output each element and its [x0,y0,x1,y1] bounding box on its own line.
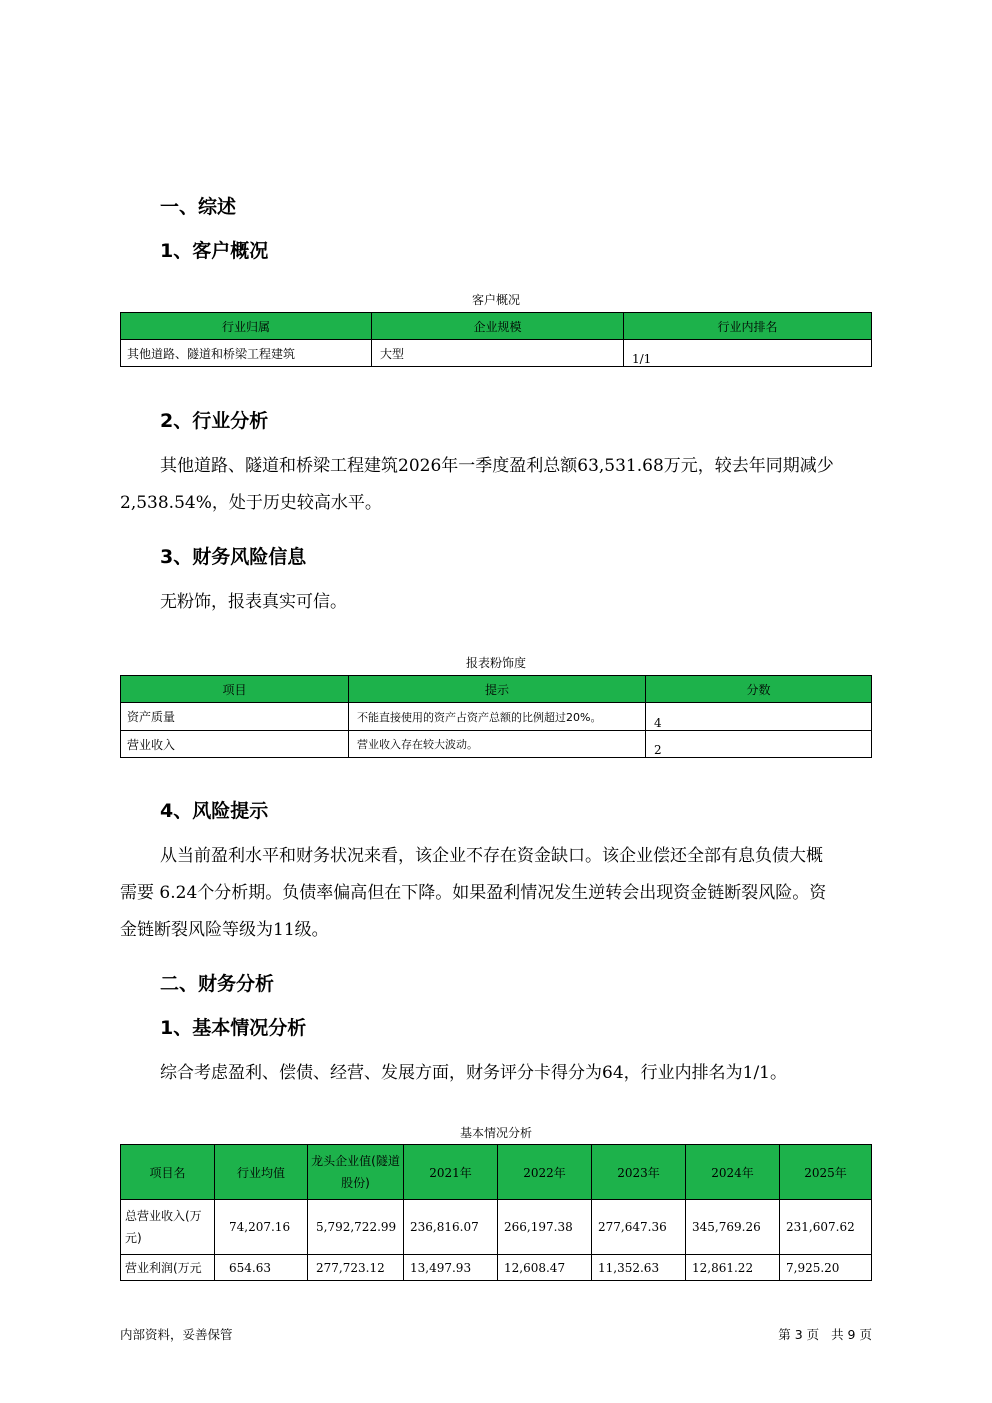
table-caption: 基本情况分析 [459,1126,532,1140]
table-row [121,703,872,731]
table-row [121,1200,872,1255]
customer-overview-table [120,312,872,367]
table-cell: 2 [646,731,872,758]
table-row [121,1255,872,1281]
table-cell: 12,861.22 [686,1255,780,1281]
table-cell: 营业利润(万元 [121,1255,215,1281]
table-header: 分数 [646,676,872,703]
subsection-title: 1、客户概况 [160,240,269,262]
section-title: 二、财务分析 [160,973,275,995]
table-header: 提示 [349,676,646,703]
table-cell: 5,792,722.99 [308,1200,404,1255]
table-cell: 11,352.63 [592,1255,686,1281]
table-cell: 13,497.93 [404,1255,498,1281]
table-cell: 345,769.26 [686,1200,780,1255]
table-cell: 277,723.12 [308,1255,404,1281]
table-header: 行业均值 [215,1145,308,1200]
table-cell: 不能直接使用的资产占资产总额的比例超过20%。 [349,703,646,731]
table-cell: 资产质量 [121,703,349,731]
table-cell: 其他道路、隧道和桥梁工程建筑 [121,340,372,367]
paragraph: 无粉饰，报表真实可信。 [160,592,347,612]
section-title: 一、综述 [160,196,237,218]
subsection-title: 3、财务风险信息 [160,546,307,568]
paragraph-line: 2,538.54%，处于历史较高水平。 [120,493,382,513]
table-cell: 236,816.07 [404,1200,498,1255]
table-cell: 7,925.20 [780,1255,872,1281]
table-cell: 654.63 [215,1255,308,1281]
table-cell: 74,207.16 [215,1200,308,1255]
table-header: 项目 [121,676,349,703]
table-header: 2022年 [498,1145,592,1200]
paragraph: 综合考虑盈利、偿债、经营、发展方面，财务评分卡得分为64，行业内排名为1/1。 [160,1063,787,1083]
basic-analysis-table [120,1144,872,1281]
report-quality-table [120,675,872,758]
table-header: 企业规模 [372,313,624,340]
table-cell: 266,197.38 [498,1200,592,1255]
table-caption: 客户概况 [471,293,520,307]
table-caption: 报表粉饰度 [465,656,526,670]
table-cell: 营业收入存在较大波动。 [349,731,646,758]
table-cell: 1/1 [624,340,872,367]
paragraph-line: 需要 6.24个分析期。负债率偏高但在下降。如果盈利情况发生逆转会出现资金链断裂风险。资 [120,883,827,903]
table-cell: 12,608.47 [498,1255,592,1281]
table-cell: 大型 [372,340,624,367]
table-header: 2021年 [404,1145,498,1200]
table-cell: 4 [646,703,872,731]
table-header: 项目名 [121,1145,215,1200]
table-header: 2025年 [780,1145,872,1200]
paragraph-line: 其他道路、隧道和桥梁工程建筑2026年一季度盈利总额63,531.68万元，较去年同期减少 [160,456,834,476]
subsection-title: 2、行业分析 [160,410,269,432]
table-header: 行业归属 [121,313,372,340]
table-cell: 营业收入 [121,731,349,758]
table-header: 2023年 [592,1145,686,1200]
subsection-title: 1、基本情况分析 [160,1017,307,1039]
paragraph-line: 从当前盈利水平和财务状况来看，该企业不存在资金缺口。该企业偿还全部有息负债大概 [160,846,823,866]
paragraph-line: 金链断裂风险等级为11级。 [120,920,329,940]
footer-note: 内部资料，妥善保管 [120,1327,233,1342]
page-number: 第 3 页 共 9 页 [778,1327,872,1342]
table-row [121,731,872,758]
table-header: 行业内排名 [624,313,872,340]
subsection-title: 4、风险提示 [160,800,269,822]
table-cell: 231,607.62 [780,1200,872,1255]
table-cell: 277,647.36 [592,1200,686,1255]
table-header: 龙头企业值(隧道股份) [308,1145,404,1200]
table-cell: 总营业收入(万元) [121,1200,215,1255]
table-header: 2024年 [686,1145,780,1200]
